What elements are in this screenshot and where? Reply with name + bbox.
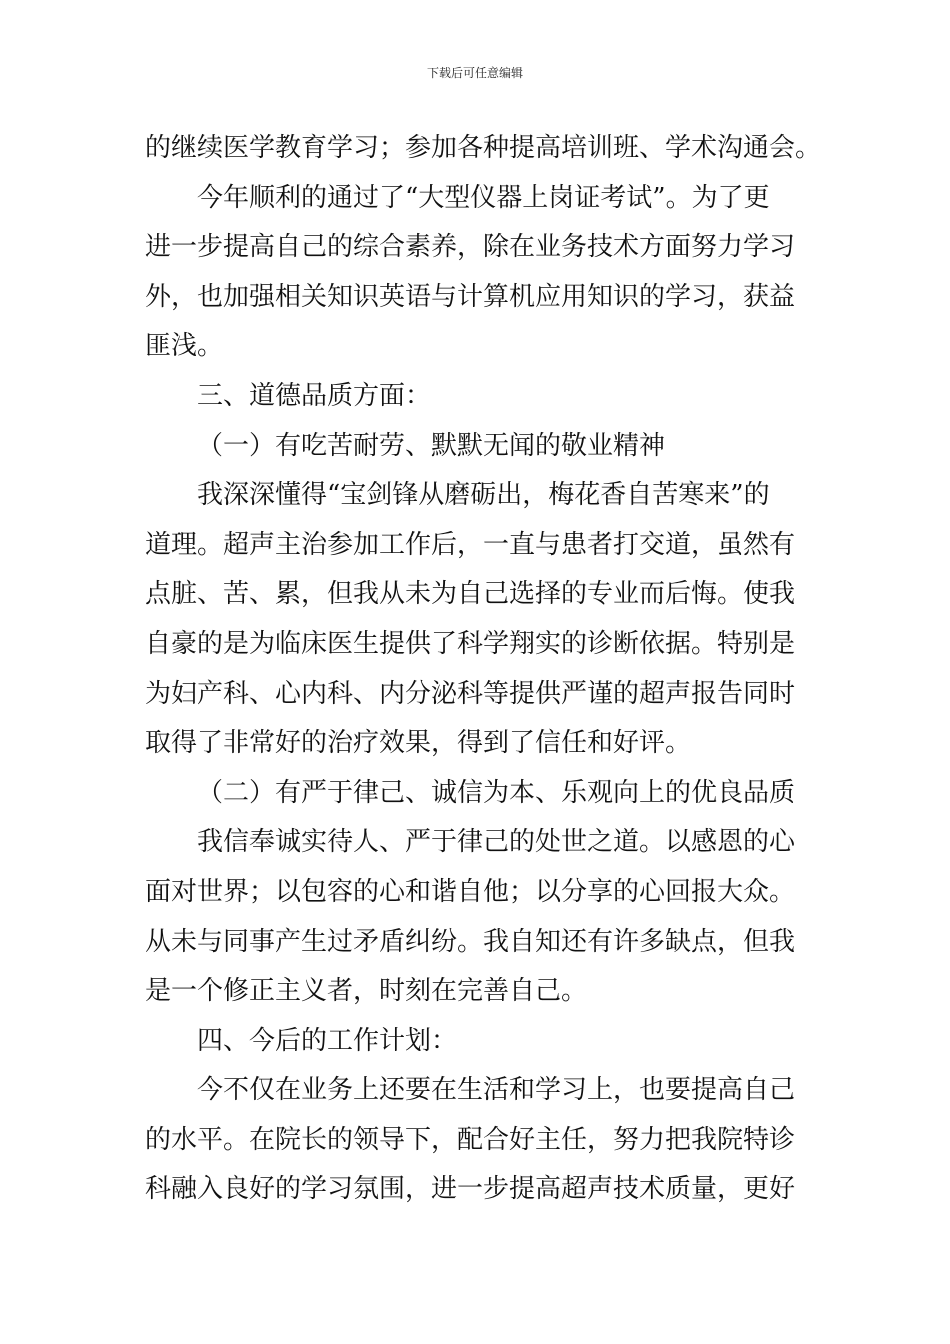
section-heading: 四、今后的工作计划： — [197, 1025, 458, 1056]
text-line: 取得了非常好的治疗效果，得到了信任和好评。 — [145, 728, 692, 759]
text-line: 我深深懂得“宝剑锋从磨砺出，梅花香自苦寒来”的 — [197, 480, 770, 511]
text-line: 外，也加强相关知识英语与计算机应用知识的学习，获益 — [145, 281, 796, 312]
text-line: 自豪的是为临床医生提供了科学翔实的诊断依据。特别是 — [145, 628, 796, 659]
subsection-heading: （二）有严于律己、诚信为本、乐观向上的优良品质 — [197, 777, 796, 808]
text-line: 进一步提高自己的综合素养，除在业务技术方面努力学习 — [145, 232, 796, 263]
text-line: 的水平。在院长的领导下，配合好主任，努力把我院特诊 — [145, 1124, 796, 1155]
text-line: 今年顺利的通过了“大型仪器上岗证考试”。为了更 — [197, 182, 770, 213]
text-line: 是一个修正主义者，时刻在完善自己。 — [145, 976, 588, 1007]
text-line: 点脏、苦、累，但我从未为自己选择的专业而后悔。使我 — [145, 579, 796, 610]
text-line: 的继续医学教育学习；参加各种提高培训班、学术沟通会。 — [145, 133, 822, 163]
page-header: 下载后可任意编辑 — [426, 66, 523, 80]
text-line: 面对世界；以包容的心和谐自他；以分享的心回报大众。 — [145, 876, 796, 907]
text-line: 从未与同事产生过矛盾纠纷。我自知还有许多缺点，但我 — [145, 926, 796, 957]
document-body — [145, 124, 822, 1215]
text-line: 科融入良好的学习氛围，进一步提高超声技术质量，更好 — [145, 1174, 796, 1205]
text-line: 为妇产科、心内科、内分泌科等提供严谨的超声报告同时 — [145, 678, 796, 709]
text-line: 我信奉诚实待人、严于律己的处世之道。以感恩的心 — [197, 827, 796, 858]
subsection-heading: （一）有吃苦耐劳、默默无闻的敬业精神 — [197, 430, 666, 461]
section-heading: 三、道德品质方面： — [197, 380, 432, 411]
text-line: 匪浅。 — [145, 331, 224, 362]
text-line: 道理。超声主治参加工作后，一直与患者打交道，虽然有 — [145, 529, 796, 560]
text-line: 今不仅在业务上还要在生活和学习上，也要提高自己 — [197, 1075, 796, 1106]
